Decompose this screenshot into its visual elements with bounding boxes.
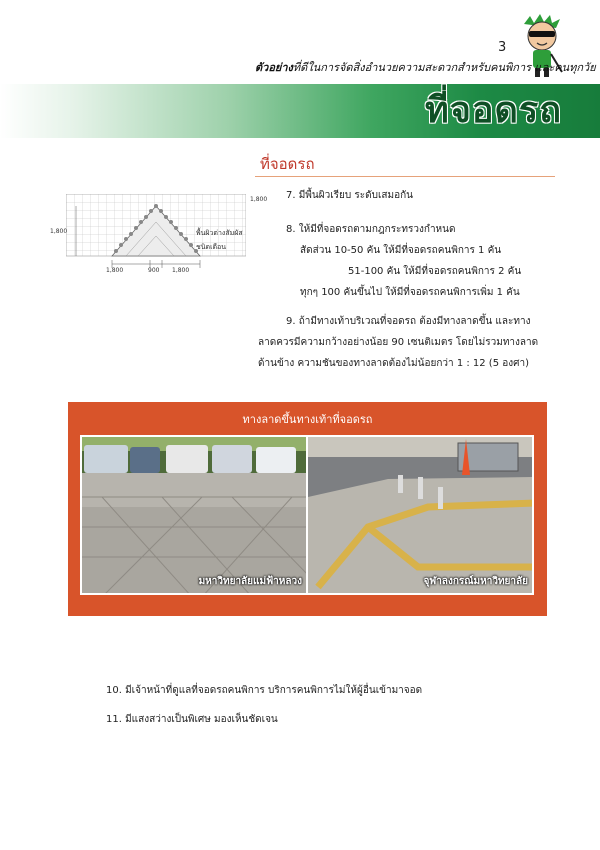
photo-left-image (82, 437, 308, 595)
item-8-row-1: สัดส่วน 10-50 คัน ให้มีที่จอดรถคนพิการ 1 คัน (300, 245, 502, 256)
diagram-dim-bottom-left: 1,800 (106, 267, 124, 274)
photo-right-image (308, 437, 534, 595)
item-10: 10. มีเจ้าหน้าที่ดูแลที่จอดรถคนพิการ บริการคนพิการไม่ให้ผู้อื่นเข้ามาจอด (106, 685, 423, 696)
section-divider (255, 176, 555, 177)
diagram-label: พื้นผิวต่างสัมผัส ชนิดเตือน (196, 229, 243, 251)
photo-mae-fah-luang (80, 435, 308, 595)
item-8-title: 8. ให้มีที่จอดรถตามกฎกระทรวงกำหนด (286, 224, 456, 235)
item-9-line-2: ลาดควรมีความกว้างอย่างน้อย 90 เซนติเมตร โดยไม่รวมทางลาด (258, 337, 539, 348)
diagram-dim-bottom-right: 1,800 (172, 267, 190, 274)
diagram-dim-bottom-mid: 900 (148, 267, 160, 274)
photo-panel (68, 402, 547, 616)
item-8-row-3: ทุกๆ 100 คันขึ้นไป ให้มีที่จอดรถคนพิการเพิ่ม 1 คัน (300, 287, 520, 298)
photo-left-caption: มหาวิทยาลัยแม่ฟ้าหลวง (198, 576, 302, 587)
page-number: 3 (498, 40, 507, 55)
item-9-line-3: ด้านข้าง ความชันของทางลาดต้องไม่น้อยกว่า 1 : 12 (5 องศา) (258, 358, 530, 369)
section-title: ที่จอดรถ (260, 155, 315, 173)
item-11: 11. มีแสงสว่างเป็นพิเศษ มองเห็นชัดเจน (106, 714, 278, 725)
photo-chulalongkorn (306, 435, 534, 595)
photo-right-caption: จุฬาลงกรณ์มหาวิทยาลัย (423, 576, 528, 587)
item-7: 7. มีพื้นผิวเรียบ ระดับเสมอกัน (286, 190, 413, 201)
item-8-row-2: 51-100 คัน ให้มีที่จอดรถคนพิการ 2 คัน (348, 266, 522, 277)
header-subtitle: ตัวอย่างที่ดีในการจัดสิ่งอำนวยความสะดวกสำหรับคนพิการ และคนทุกวัย (255, 61, 596, 74)
band-title: ที่จอดรถ (425, 90, 562, 131)
photo-panel-title: ทางลาดขึ้นทางเท้าที่จอดรถ (242, 413, 373, 426)
diagram-dim-left: 1,800 (50, 228, 68, 235)
diagram-dim-right: 1,800 (250, 196, 268, 203)
item-9-line-1: 9. ถ้ามีทางเท้าบริเวณที่จอดรถ ต้องมีทางลาดขึ้น และทาง (286, 316, 531, 327)
